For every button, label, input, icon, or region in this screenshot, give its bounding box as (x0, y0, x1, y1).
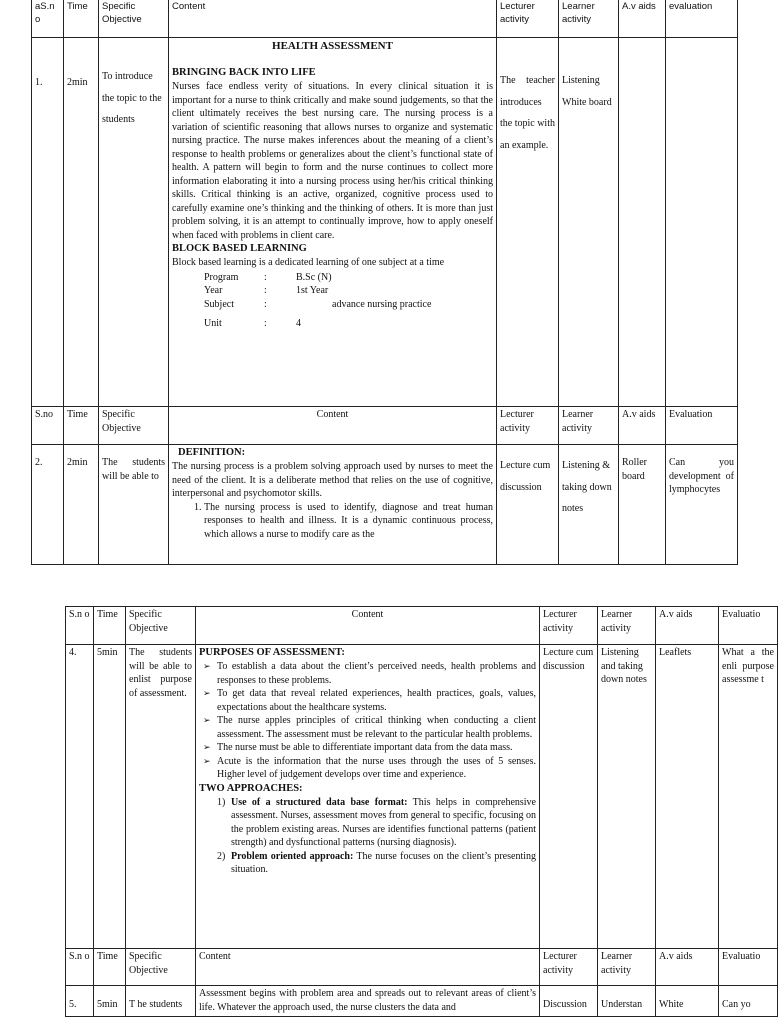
col-learner: Learner activity (598, 607, 656, 645)
approach-label: Use of a structured data base format: (231, 796, 408, 808)
row-eval (666, 38, 738, 407)
row-content: Assessment begins with problem area and spreads out to relevant areas of client’s life. Whatever the approach used, the nurse clusters the data and (196, 986, 540, 1017)
row-sno: 1. (32, 38, 64, 407)
lesson-plan-table-2 (65, 606, 778, 1017)
program-label: Program (204, 271, 239, 283)
row-objective: T he students (126, 986, 196, 1017)
col-av: A.v aids (619, 0, 666, 38)
row-lecturer: Lecture cum discussion (497, 445, 559, 565)
col-time: Time (64, 0, 99, 38)
row-time: 5min (94, 986, 126, 1017)
row-time: 2min (64, 445, 99, 565)
col-lecturer: Lecturer activity (497, 0, 559, 38)
row-learner: Listening White board (559, 38, 619, 407)
table-row (32, 445, 738, 565)
col-content: Content (169, 0, 497, 38)
row-time: 5min (94, 645, 126, 949)
row-av: Leaflets (656, 645, 719, 949)
colon: : (264, 285, 267, 297)
col-sno: S.no (32, 407, 64, 445)
numbered-list (199, 796, 536, 877)
col-lecturer: Lecturer activity (497, 407, 559, 445)
row-sno: 2. (32, 445, 64, 565)
row-learner: Listening and taking down notes (598, 645, 656, 949)
paragraph: The nursing process is a problem solving approach used by nurses to meet the need of the client. It is a deliberate method that relies on the use of cognitive, interpersonal and psychomotor skills. (172, 461, 493, 500)
program-value: B.Sc (N) (296, 271, 332, 283)
row-sno: 5. (66, 986, 94, 1017)
list-item: ➢ The nurse must be able to differentiate important data from the data mass. (217, 741, 536, 755)
col-sno: S.n o (66, 607, 94, 645)
header-row (32, 407, 738, 445)
col-eval: evaluation (666, 0, 738, 38)
col-av: A.v aids (656, 949, 719, 986)
list-item: 1) Use of a structured data base format: This helps in comprehensive assessment. Nurses, assessment moves from general to specific, focusing on the problem existing areas. Nurses are identifies functional patterns (patient strength) and dysfunctional patterns (nursing diagnosis). (217, 796, 536, 849)
row-eval: Can yo (719, 986, 778, 1017)
col-time: Time (94, 607, 126, 645)
approach-label: Problem oriented approach: (231, 850, 354, 862)
row-learner: Listening & taking down notes (559, 445, 619, 565)
header-row (66, 607, 778, 645)
row-objective: The students will be able to enlist purpose of assessment. (126, 645, 196, 949)
col-content: Content (196, 949, 540, 986)
row-sno: 4. (66, 645, 94, 949)
header-row (66, 949, 778, 986)
subject-label: Subject (204, 298, 234, 310)
col-time: Time (94, 949, 126, 986)
row-objective: To introduce the topic to the students (99, 38, 169, 407)
row-av: White (656, 986, 719, 1017)
row-content (169, 38, 497, 407)
bullet-list (199, 660, 536, 782)
row-av (619, 38, 666, 407)
row-objective: The students will be able to (99, 445, 169, 565)
list-item: 1. The nursing process is used to identify, diagnose and treat human responses to health and illness. It is a dynamic continuous process, which allows a nurse to modify care as the (204, 501, 493, 542)
year-value: 1st Year (296, 285, 329, 297)
row-lecturer: The teacher introduces the topic with an example. (497, 38, 559, 407)
heading: DEFINITION: (178, 447, 246, 458)
approach-text: This helps in comprehensive assessment. Nurses, assessment moves from general to specific, focusing on the problem existing areas. Nurses are identifies functional patterns (patient strength) and dysfunctional patterns (nursing diagnosis). (231, 796, 536, 849)
lesson-plan-table-1 (31, 0, 738, 565)
row-content (169, 445, 497, 565)
col-content: Content (196, 607, 540, 645)
list-item: ➢ Acute is the information that the nurse uses through the uses of 5 senses. Higher level of judgement develops over time and experience. (217, 755, 536, 782)
col-objective: Specific Objective (126, 949, 196, 986)
section-title: HEALTH ASSESSMENT (272, 40, 393, 52)
col-eval: Evaluatio (719, 607, 778, 645)
heading: BLOCK BASED LEARNING (172, 243, 307, 255)
list-item: ➢ To establish a data about the client’s perceived needs, health problems and responses to these problems. (217, 660, 536, 687)
col-sno: aS.n o (32, 0, 64, 38)
col-av: A.v aids (619, 407, 666, 445)
subject-value: advance nursing practice (332, 298, 432, 310)
colon: : (264, 298, 267, 310)
numbered-list (172, 501, 493, 542)
col-time: Time (64, 407, 99, 445)
course-details (204, 271, 493, 331)
row-content (196, 645, 540, 949)
col-av: A.v aids (656, 607, 719, 645)
col-eval: Evaluation (666, 407, 738, 445)
year-label: Year (204, 285, 223, 297)
table-row (66, 645, 778, 949)
col-objective: Specific Objective (99, 0, 169, 38)
heading: TWO APPROACHES: (199, 782, 303, 794)
col-learner: Learner activity (559, 0, 619, 38)
list-item: ➢ To get data that reveal related experiences, health practices, goals, values, expectations about the healthcare systems. (217, 687, 536, 714)
col-content: Content (169, 407, 497, 445)
heading: PURPOSES OF ASSESSMENT: (199, 647, 345, 658)
approach-text: The nurse focuses on the client’s presenting situation. (231, 850, 536, 876)
paragraph: Nurses face endless verity of situations. In every clinical situation it is important for a nurse to think critically and make sound judgements, so that the client ultimately receives the best nursing care. The nursing process is a variation of scientific reasoning that allows nurses to organize and systematic nursing practice. The nurse makes inferences about the meaning of a client’s response to health problems or generalizes about the client’s functional state of health. A pattern will begin to form and the nurse continues to collect more information elaborating it into a nursing process using her/his critical thinking skills. Critical thinking is an active, organized, cognitive process used to carefully examine one’s thinking and the thinking of others. It is more than just problem solving, it is an attempt to continually improve, how to apply oneself when faced with problems in client care. (172, 81, 493, 241)
row-lecturer: Discussion (540, 986, 598, 1017)
header-row (32, 0, 738, 38)
table-row (66, 986, 778, 1017)
col-learner: Learner activity (598, 949, 656, 986)
unit-value: 4 (296, 318, 301, 330)
table-row (32, 38, 738, 407)
row-av: Roller board (619, 445, 666, 565)
row-eval: Can you development of lymphocytes (666, 445, 738, 565)
col-lecturer: Lecturer activity (540, 607, 598, 645)
colon: : (264, 271, 267, 283)
list-item: 2) Problem oriented approach: The nurse focuses on the client’s presenting situation. (217, 850, 536, 876)
row-time: 2min (64, 38, 99, 407)
row-learner: Understan (598, 986, 656, 1017)
col-lecturer: Lecturer activity (540, 949, 598, 986)
col-objective: Specific Objective (99, 407, 169, 445)
col-eval: Evaluatio (719, 949, 778, 986)
colon: : (264, 318, 267, 330)
row-lecturer: Lecture cum discussion (540, 645, 598, 949)
list-item: ➢ The nurse apples principles of critical thinking when conducting a client assessment. The assessment must be relevant to the particular health problems. (217, 714, 536, 741)
unit-label: Unit (204, 318, 222, 330)
col-learner: Learner activity (559, 407, 619, 445)
paragraph: Block based learning is a dedicated learning of one subject at a time (172, 257, 445, 269)
col-objective: Specific Objective (126, 607, 196, 645)
heading: BRINGING BACK INTO LIFE (172, 66, 316, 78)
row-eval: What a the enli purpose assessme t (719, 645, 778, 949)
col-sno: S.n o (66, 949, 94, 986)
